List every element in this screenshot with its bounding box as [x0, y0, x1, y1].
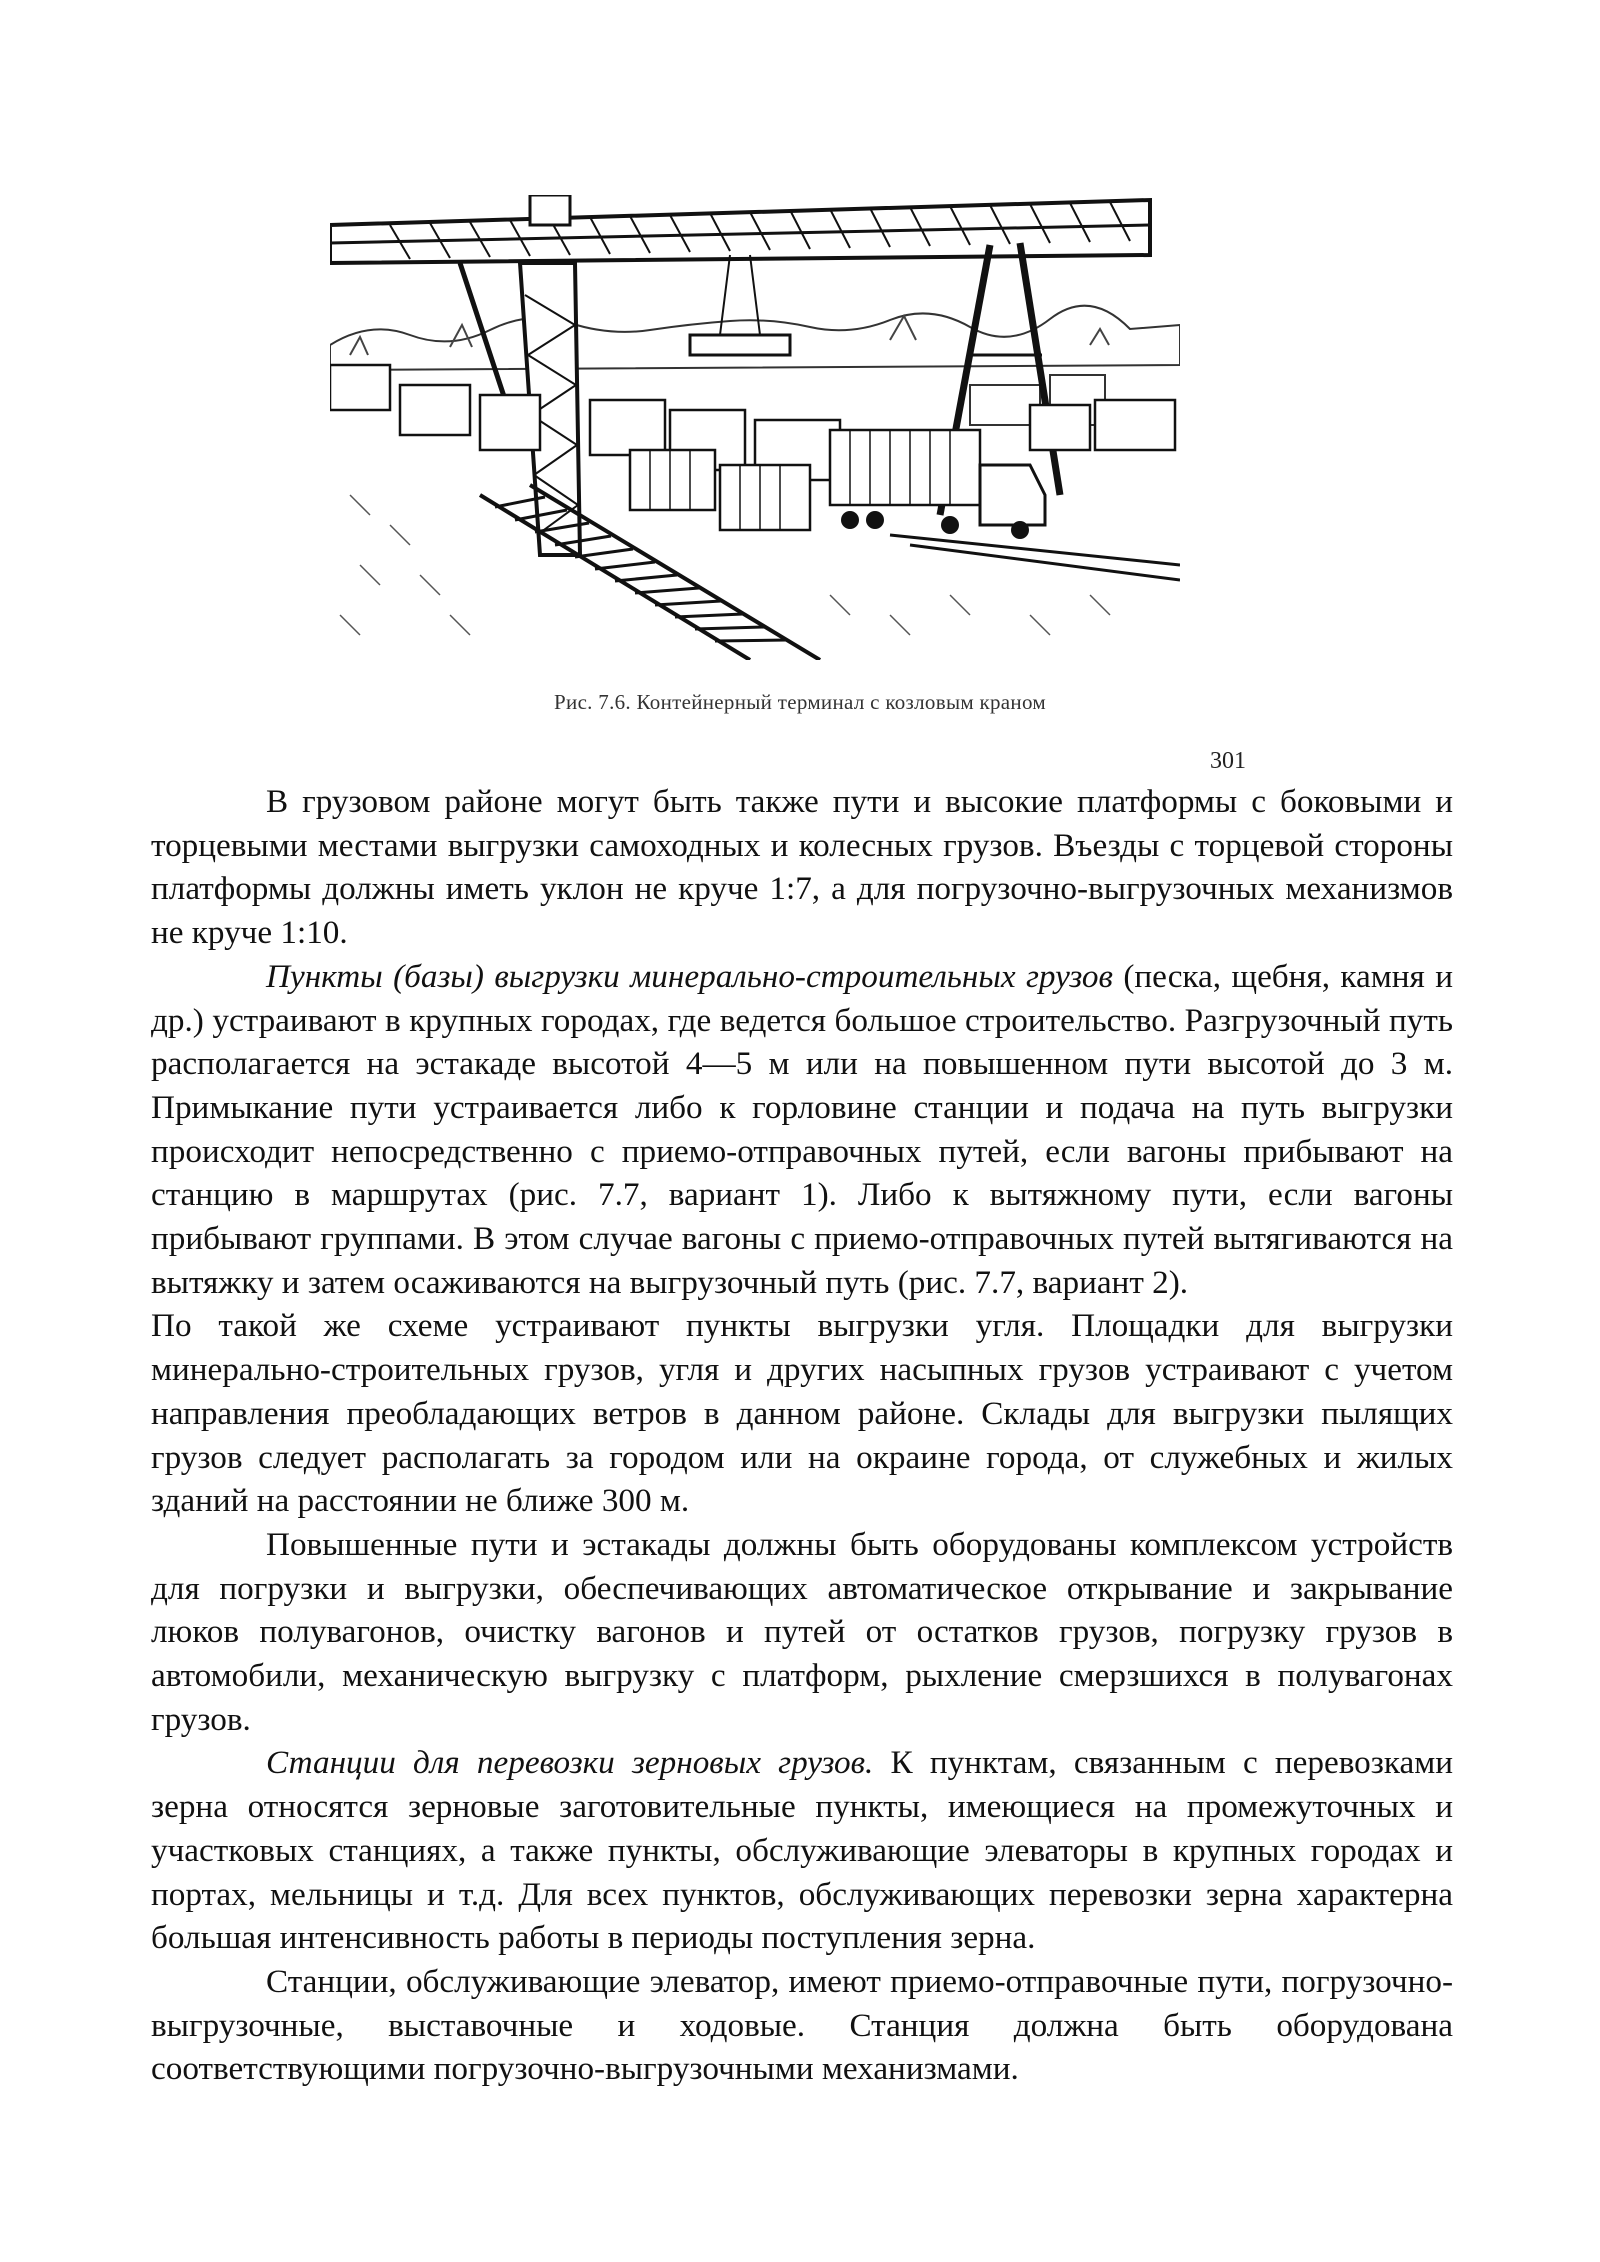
paragraph	[151, 955, 1453, 1305]
paragraph-italic-heading: Станции для перевозки зерновых грузов.	[266, 1744, 874, 1782]
paragraph-text: Станции, обслуживающие элеватор, имеют приемо-отправочные пути, погрузочно-выгрузочные, выставочные и ходовые. Станция должна быть оборудована соответствующими погрузочно-выгрузочными механизмами.	[151, 1962, 1453, 2088]
paragraph	[151, 1304, 1453, 1523]
page-number: 301	[1210, 748, 1246, 774]
paragraph-text: К пунктам, связанным с перевозками зерна относятся зерновые заготовительные пункты, имеющиеся на промежуточных и участковых станциях, а также пункты, обслуживающие элеваторы в крупных городах и портах, мельницы и т.д. Для всех пунктов, обслуживающих перевозки зерна характерна большая интенсивность работы в периоды поступления зерна.	[151, 1744, 1453, 1957]
gantry-crane-illustration	[330, 195, 1180, 660]
paragraph	[151, 1523, 1453, 1742]
paragraph-text: В грузовом районе могут быть также пути и высокие платформы с боковыми и торцевыми местами выгрузки самоходных и колесных грузов. Въезды с торцевой стороны платформы должны иметь уклон не круче 1:7, а для погрузочно-выгрузочных механизмов не круче 1:10.	[151, 783, 1453, 952]
paragraph-text: Повышенные пути и эстакады должны быть оборудованы комплексом устройств для погрузки и выгрузки, обеспечивающих автоматическое открывание и закрывание люков полувагонов, очистку вагонов и путей от остатков грузов, погрузку грузов в автомобили, механическую выгрузку с платформ, рыхление смерзшихся в полувагонах грузов.	[151, 1525, 1453, 1738]
figure-caption: Рис. 7.6. Контейнерный терминал с козловым краном	[554, 690, 1046, 714]
figure-container-terminal	[330, 195, 1180, 660]
paragraph	[151, 1741, 1453, 1960]
body-text	[151, 780, 1453, 2091]
paragraph	[151, 780, 1453, 955]
paragraph-italic-heading: Пункты (базы) выгрузки минерально-строительных грузов	[266, 957, 1113, 995]
paragraph-text: (песка, щебня, камня и др.) устраивают в крупных городах, где ведется большое строительство. Разгрузочный путь располагается на эстакаде высотой 4—5 м или на повышенном пути высотой до 3 м. Примыкание пути устраивается либо к горловине станции и подача на путь выгрузки происходит непосредственно с приемо-отправочных путей, если вагоны прибывают на станцию в маршрутах (рис. 7.7, вариант 1). Либо к вытяжному пути, если вагоны прибывают группами. В этом случае вагоны с приемо-отправочных путей вытягиваются на вытяжку и затем осаживаются на выгрузочный путь (рис. 7.7, вариант 2).	[151, 957, 1453, 1301]
paragraph	[151, 1960, 1453, 2091]
paragraph-text: По такой же схеме устраивают пункты выгрузки угля. Площадки для выгрузки минерально-строительных грузов, угля и других насыпных грузов устраивают с учетом направления преобладающих ветров в данном районе. Склады для выгрузки пылящих грузов следует располагать за городом или на окраине города, от служебных и жилых зданий на расстоянии не ближе 300 м.	[151, 1307, 1453, 1520]
